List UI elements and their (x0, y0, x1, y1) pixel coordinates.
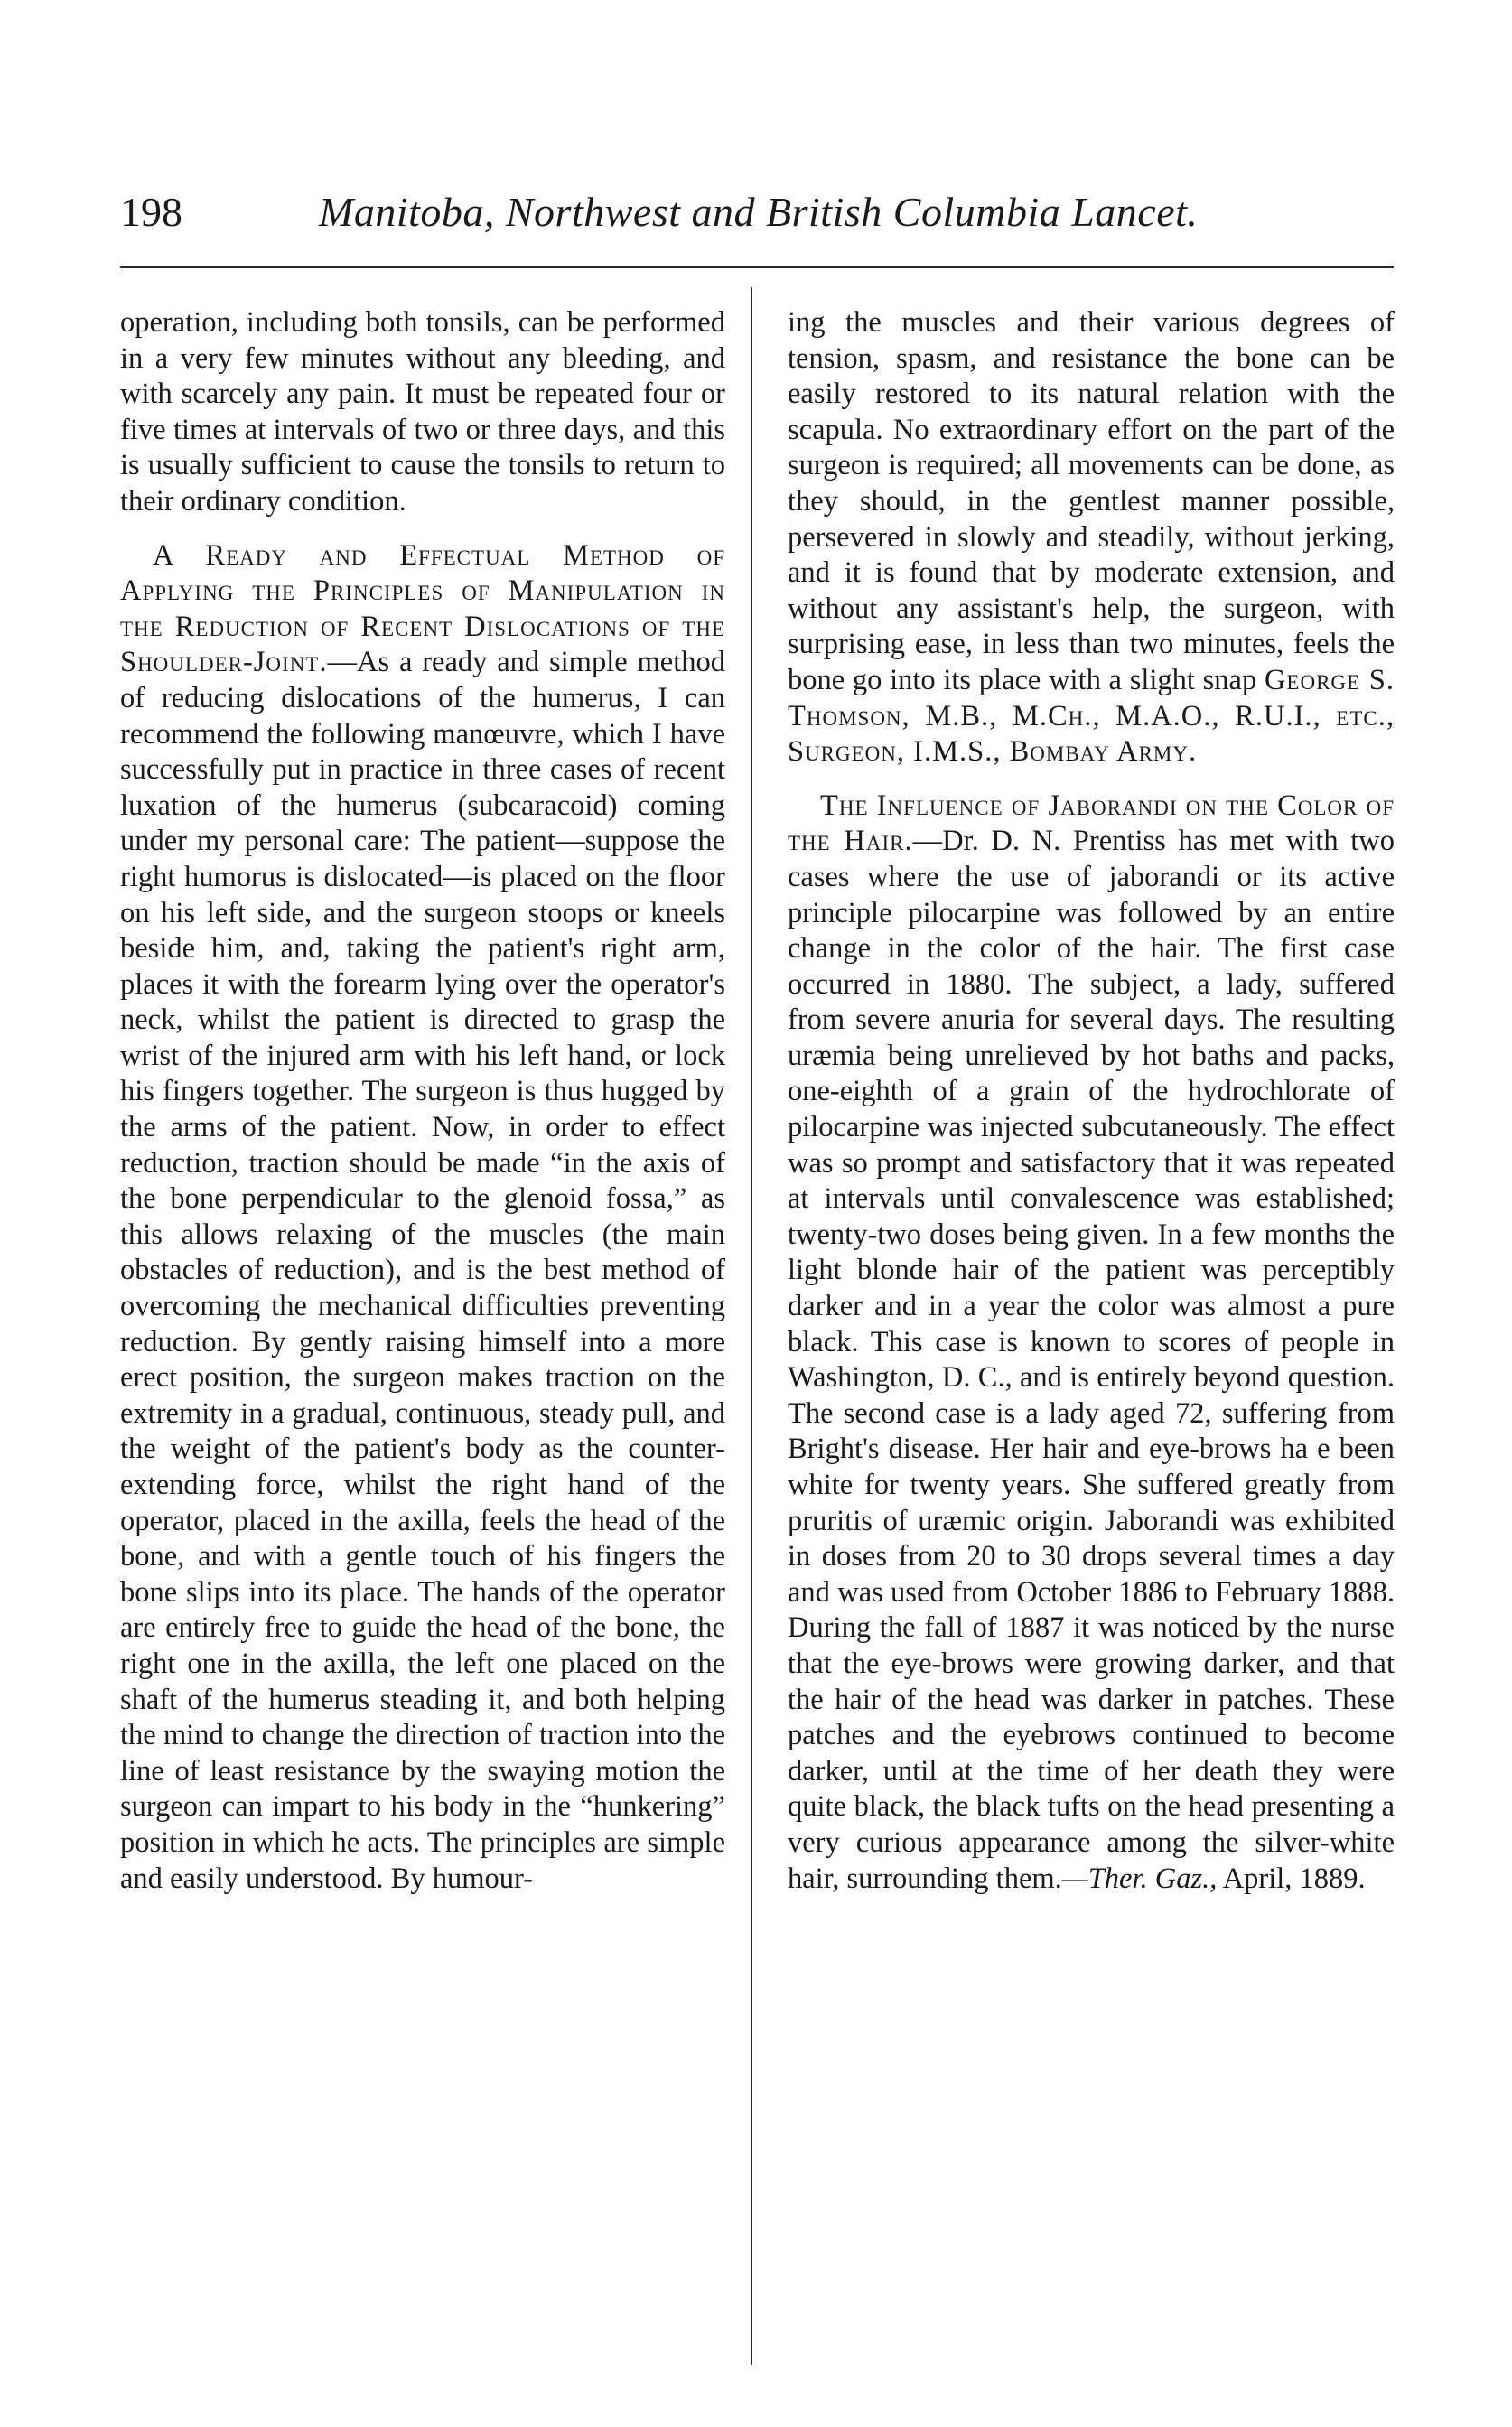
source-citation: —Ther. Gaz., (1061, 1862, 1218, 1895)
tonsil-paragraph-continued: operation, including both tonsils, can be performed in a very few minutes without any bleeding, and with scarcely any pain. It must be repeated four or five times at intervals of two or three days, and this is usually sufficient to cause the tonsils to return to their ordinary condition. (120, 306, 725, 518)
right-column (788, 305, 1395, 1897)
header-rule (120, 266, 1394, 268)
article-body: —Dr. D. N. Prentiss has met with two cases where the use of jaborandi or its active principle pilocarpine was followed by an entire change in the color of the hair. The first case occurred in 1880. The subject, a lady, suffered from severe anuria for several days. The resulting uræmia being unrelieved by hot baths and packs, one-eighth of a grain of the hydrochlorate of pilocarpine was injected subcutaneously. The effect was so prompt and satisfactory that it was repeated at intervals until convalescence was established; twenty-two doses being given. In a few months the light blonde hair of the patient was perceptibly darker and in a year the color was almost a pure black. This case is known to scores of people in Washington, D. C., and is entirely beyond question. The second case is a lady aged 72, suffering from Bright's disease. Her hair and eye-brows ha e been white for twenty years. She suffered greatly from pruritis of uræmic origin. Jaborandi was exhibited in doses from 20 to 30 drops several times a day and was used from October 1886 to February 1888. During the fall of 1887 it was noticed by the nurse that the eye-brows were growing darker, and that the hair of the head was darker in patches. These patches and the eyebrows continued to become darker, until at the time of her death they were quite black, the black tufts on the head presenting a very curious appearance among the silver-white hair, surrounding them. (788, 825, 1395, 1895)
author-signature: George S. Thomson, M.B., M.Ch., M.A.O., R.U.I., etc., Surgeon, I.M.S., Bombay Army. (788, 663, 1395, 769)
article-heading: The Influence of Jaborandi on the Color of the Hair. (788, 789, 1395, 858)
article-dislocation (120, 538, 725, 1898)
article-body: —As a ready and simple method of reducing dislocations of the humerus, I can recommend the following manœuvre, which I have successfully put in practice in three cases of recent luxation of the humerus (subcaracoid) coming under my personal care: The patient—suppose the right humorus is dislocated—is placed on the floor on his left side, and the surgeon stoops or kneels beside him, and, taking the patient's right arm, places it with the forearm lying over the operator's neck, whilst the patient is directed to grasp the wrist of the injured arm with his left hand, or lock his fingers together. The surgeon is thus hugged by the arms of the patient. Now, in order to effect reduction, traction should be made “in the axis of the bone perpendicular to the glenoid fossa,” as this allows relaxing of the muscles (the main obstacles of reduction), and is the best method of overcoming the mechanical difficulties preventing reduction. By gently raising himself into a more erect position, the surgeon makes traction on the extremity in a gradual, continuous, steady pull, and the weight of the patient's body as the counter-extending force, whilst the right hand of the operator, placed in the axilla, feels the head of the bone, and with a gentle touch of his fingers the bone slips into its place. The hands of the operator are entirely free to guide the head of the bone, the right one in the axilla, the left one placed on the shaft of the humerus steading it, and both helping the mind to change the direction of traction into the line of least resistance by the swaying motion the surgeon can impart to his body in the “hunkering” position in which he acts. The principles are simple and easily understood. By humour- (120, 646, 725, 1895)
column-divider (751, 287, 752, 2365)
running-head (120, 185, 1394, 248)
left-column (120, 305, 725, 1897)
citation-date: April, 1889. (1217, 1862, 1366, 1895)
page-number: 198 (120, 189, 182, 235)
dislocation-paragraph-continued (788, 305, 1395, 770)
article-jaborandi (788, 789, 1395, 1897)
journal-title: Manitoba, Northwest and British Columbia Lancet. (319, 189, 1199, 235)
article-heading: A Ready and Effectual Method of Applying the Principles of Manipulation in the Reduction of Recent Dislocations of the Shoulder-Joint. (120, 538, 725, 679)
article-body: ing the muscles and their various degrees of tension, spasm, and resistance the bone can be easily restored to its natural relation with the scapula. No extraordinary effort on the part of the surgeon is required; all movements can be done, as they should, in the gentlest manner possible, persevered in slowly and steadily, without jerking, and it is found that by moderate extension, and without any assistant's help, the surgeon, with surprising ease, in less than two minutes, feels the bone go into its place with a slight snap (788, 306, 1395, 696)
